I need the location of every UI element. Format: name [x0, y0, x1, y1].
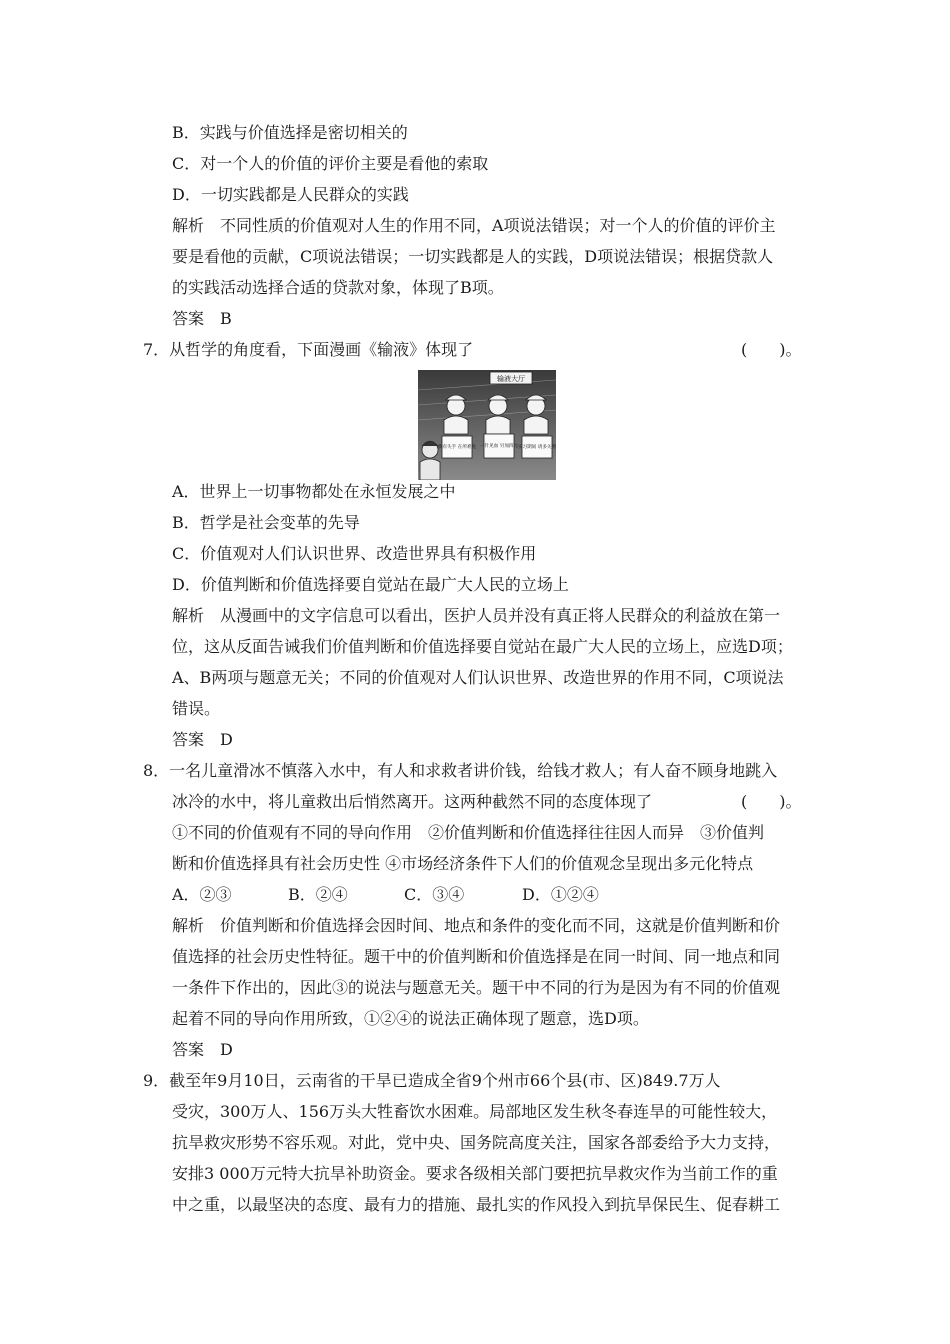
q6-answer: 答案 B: [172, 309, 232, 328]
q8-stem-line: 冰冷的水中，将儿童救出后悄然离开。这两种截然不同的态度体现了: [172, 792, 653, 811]
q8-analysis-line: 值选择的社会历史性特征。题干中的价值判断和价值选择是在同一时间、同一地点和同: [172, 947, 781, 966]
q6-analysis-line: 要是看他的贡献，C项说法错误；一切实践都是人的实践，D项说法错误；根据贷款人: [172, 247, 774, 266]
q8-statement-line: ①不同的价值观有不同的导向作用 ②价值判断和价值选择往往因人而异 ③价值判: [172, 823, 765, 842]
q8-answer: 答案 D: [172, 1040, 233, 1059]
q7-option-d: D．价值判断和价值选择要自觉站在最广大人民的立场上: [172, 575, 569, 594]
q6-option-b: B．实践与价值选择是密切相关的: [172, 123, 408, 142]
q7-answer: 答案 D: [172, 730, 233, 749]
q7-analysis-line: 错误。: [172, 699, 221, 718]
q8-analysis-line: 解析 价值判断和价值选择会因时间、地点和条件的变化而不同，这就是价值判断和价: [172, 916, 781, 935]
q8-answer-paren: ( )。: [741, 792, 802, 811]
q8-analysis-line: 起着不同的导向作用所致，①②④的说法正确体现了题意，选D项。: [172, 1009, 649, 1028]
q9-stem-line: 受灾，300万人、156万头大牲畜饮水困难。局部地区发生秋冬春连旱的可能性较大，: [172, 1102, 778, 1121]
q6-option-d: D．一切实践都是人民群众的实践: [172, 185, 409, 204]
q9-stem-line: 安排3 000万元特大抗旱补助资金。要求各级相关部门要把抗旱救灾作为当前工作的重: [172, 1164, 778, 1183]
q7-option-a: A．世界上一切事物都处在永恒发展之中: [172, 482, 456, 501]
figure-board-text: 实习期间 请多关照: [517, 445, 556, 450]
q8-stem-line: 8．一名儿童滑冰不慎落入水中，有人和求救者讲价钱，给钱才救人；有人奋不顾身地跳入: [143, 761, 778, 780]
figure-board-text: 偶有失手 在所难免: [437, 445, 477, 450]
q8-choice-c: C．③④: [404, 885, 465, 904]
figure-board-text: 一针见血 另加四元: [479, 444, 519, 449]
q7-answer-paren: ( )。: [741, 340, 802, 359]
q6-option-c: C．对一个人的价值的评价主要是看他的索取: [172, 154, 489, 173]
q8-choice-d: D．①②④: [522, 885, 599, 904]
q8-choice-b: B．②④: [288, 885, 348, 904]
q8-choice-a: A．②③: [172, 885, 232, 904]
q8-analysis-line: 一条件下作出的，因此③的说法与题意无关。题干中不同的行为是因为有不同的价值观: [172, 978, 781, 997]
q7-analysis-line: 解析 从漫画中的文字信息可以看出，医护人员并没有真正将人民群众的利益放在第一: [172, 606, 781, 625]
q9-stem-line: 9．截至年9月10日，云南省的干旱已造成全省9个州市66个县(市、区)849.7万人: [143, 1071, 721, 1090]
q9-stem-line: 中之重，以最坚决的态度、最有力的措施、最扎实的作风投入到抗旱保民生、促春耕工: [172, 1195, 781, 1214]
q7-analysis-line: A、B两项与题意无关；不同的价值观对人们认识世界、改造世界的作用不同，C项说法: [172, 668, 784, 687]
figure-sign-text: 输液大厅: [497, 375, 525, 383]
q7-analysis-line: 位，这从反面告诫我们价值判断和价值选择要自觉站在最广大人民的立场上，应选D项；: [172, 637, 793, 656]
cartoon-infusion-figure: [418, 370, 556, 480]
q7-option-b: B．哲学是社会变革的先导: [172, 513, 360, 532]
q7-option-c: C．价值观对人们认识世界、改造世界具有积极作用: [172, 544, 537, 563]
q7-stem: 7．从哲学的角度看，下面漫画《输液》体现了: [143, 340, 474, 359]
q8-statement-line: 断和价值选择具有社会历史性 ④市场经济条件下人们的价值观念呈现出多元化特点: [172, 854, 754, 873]
q9-stem-line: 抗旱救灾形势不容乐观。对此，党中央、国务院高度关注，国家各部委给予大力支持，: [172, 1133, 781, 1152]
q6-analysis-line: 的实践活动选择合适的贷款对象，体现了B项。: [172, 278, 504, 297]
q6-analysis-line: 解析 不同性质的价值观对人生的作用不同，A项说法错误；对一个人的价值的评价主: [172, 216, 776, 235]
